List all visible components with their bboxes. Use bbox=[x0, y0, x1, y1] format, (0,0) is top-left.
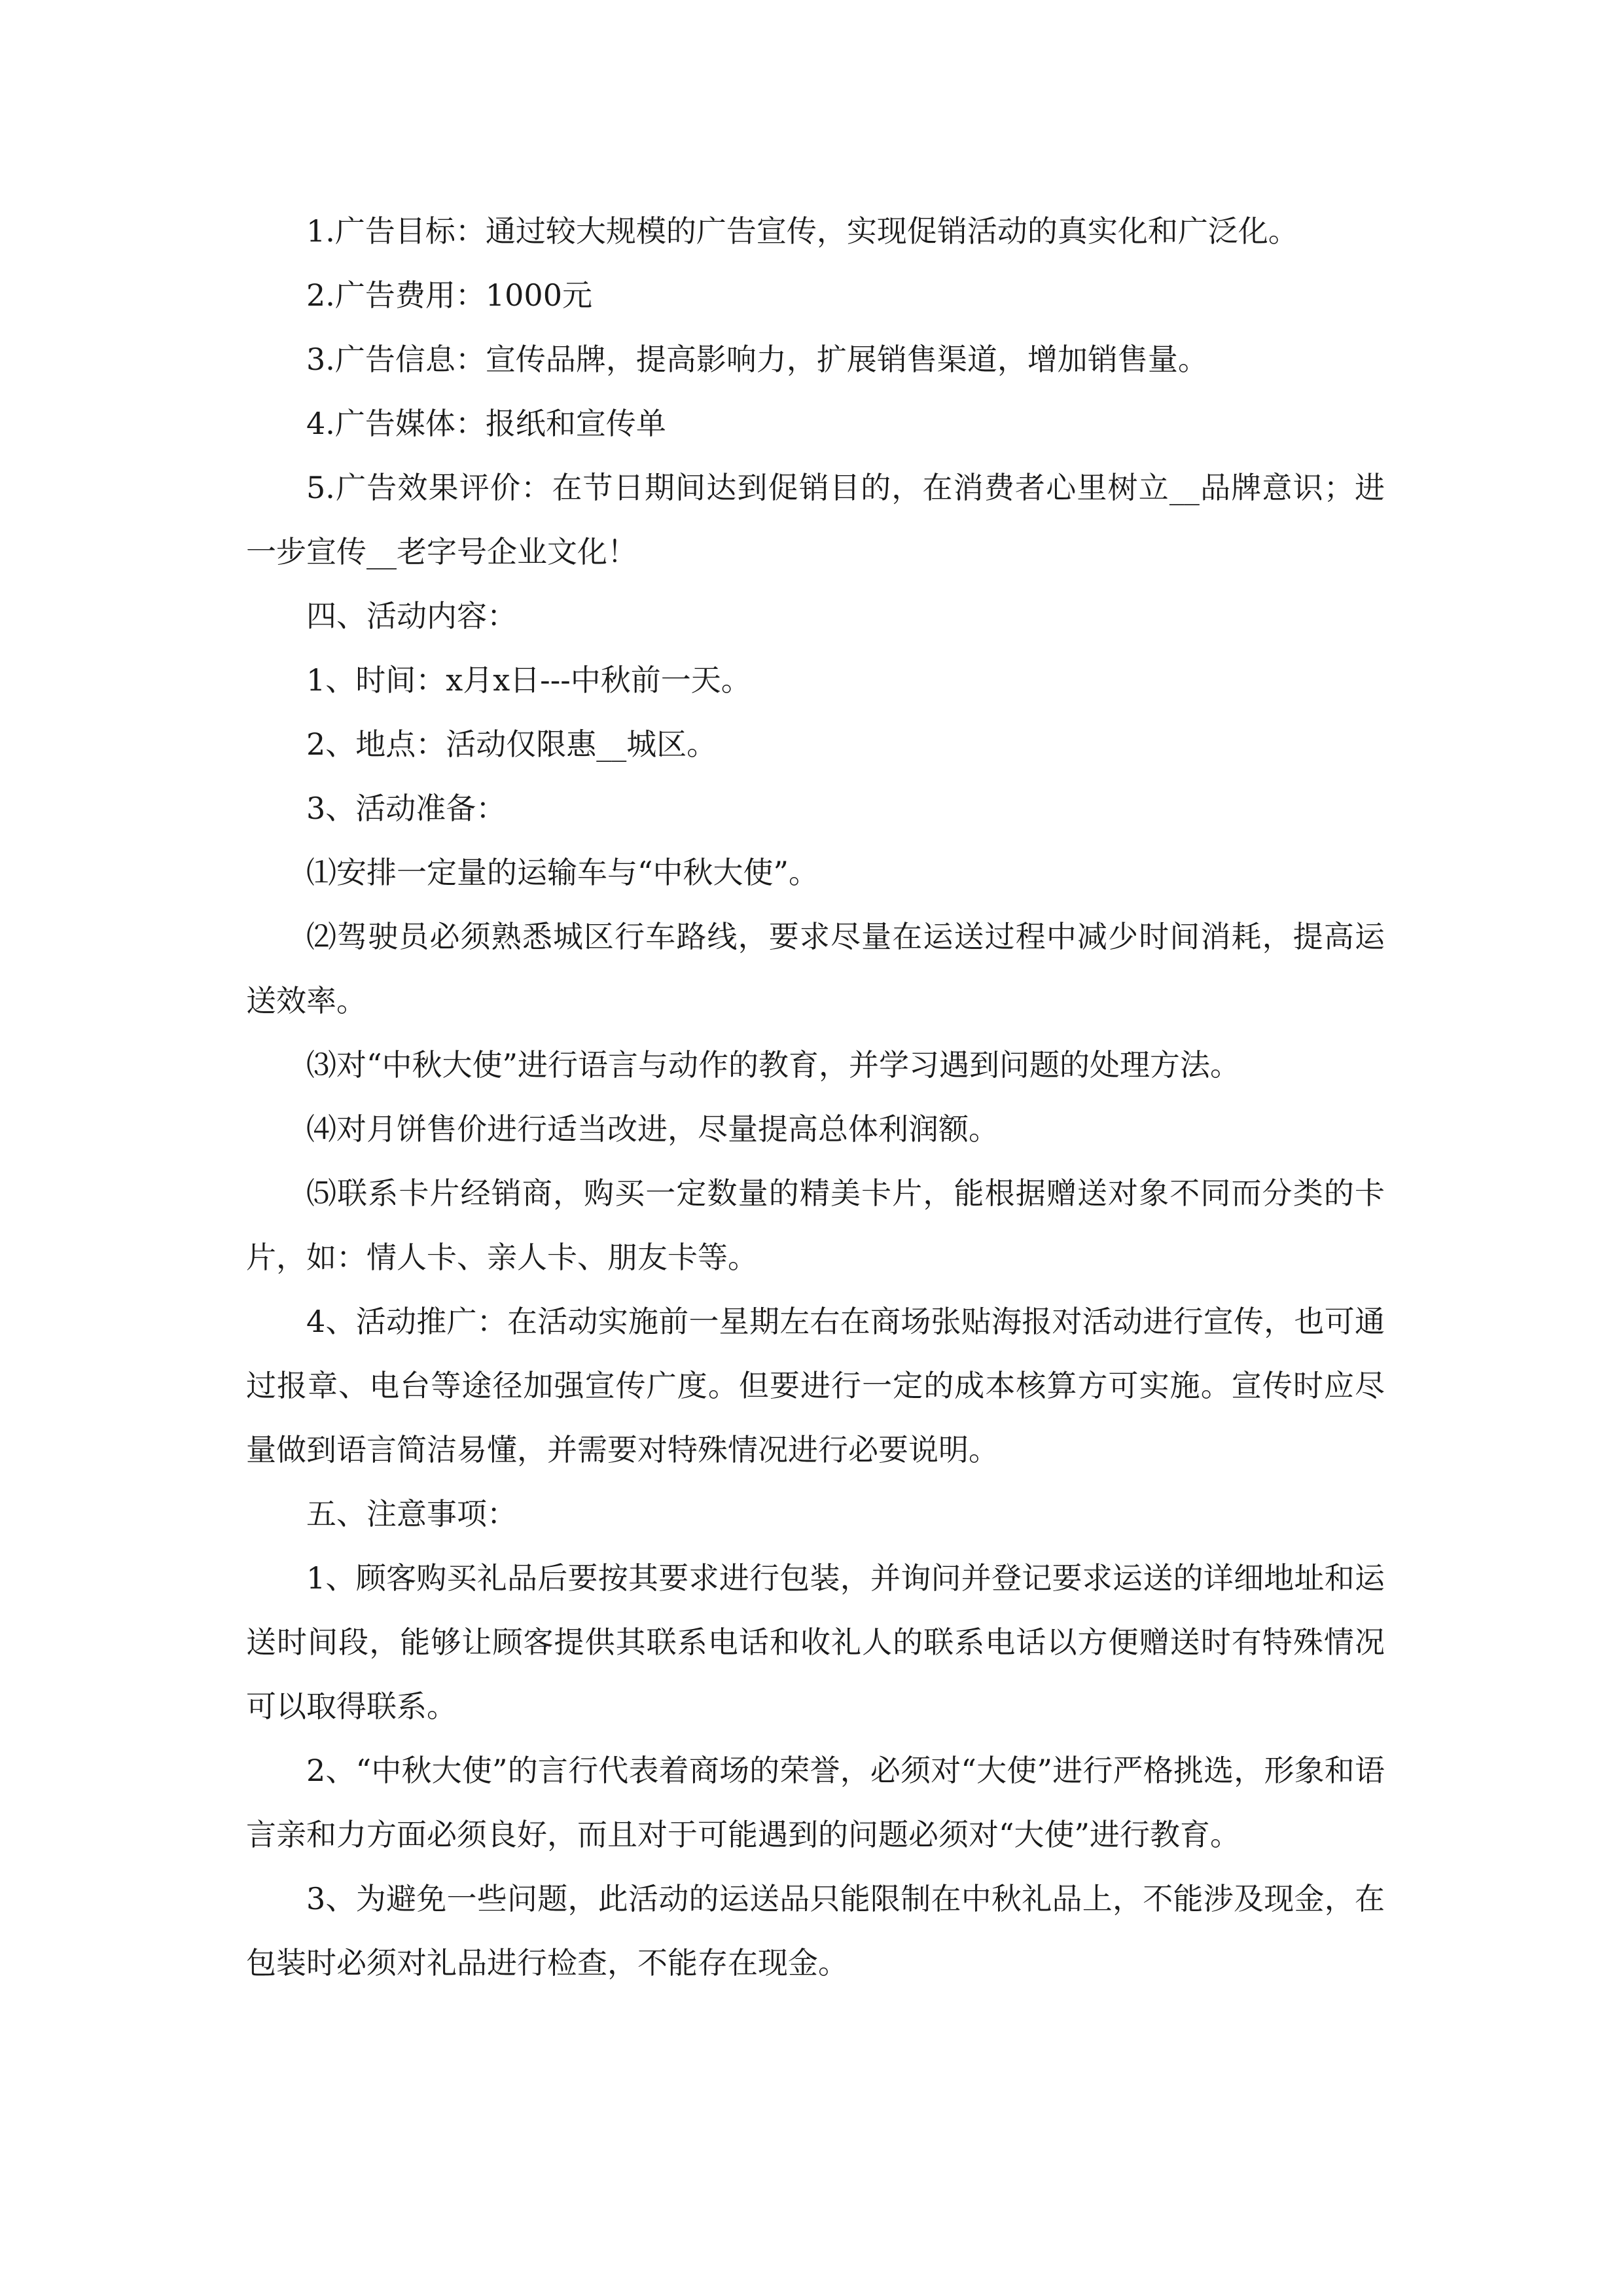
list-item-prep-4: ⑷对月饼售价进行适当改进，尽量提高总体利润额。 bbox=[306, 1111, 999, 1147]
list-item-prep-5: ⑸联系卡片经销商，购买一定数量的精美卡片，能根据赠送对象不同而分类的卡片，如：情人卡、亲人卡、朋友卡等。 bbox=[246, 1175, 1385, 1275]
paragraph-ad-goal: 1.广告目标：通过较大规模的广告宣传，实现促销活动的真实化和广泛化。 bbox=[306, 213, 1298, 249]
section-heading-notes: 五、注意事项： bbox=[306, 1496, 517, 1532]
paragraph-note-3: 3、为避免一些问题，此活动的运送品只能限制在中秋礼品上，不能涉及现金，在包装时必须对礼品进行检查，不能存在现金。 bbox=[246, 1881, 1385, 1981]
list-item-prep-2: ⑵驾驶员必须熟悉城区行车路线，要求尽量在运送过程中减少时间消耗，提高运送效率。 bbox=[246, 919, 1385, 1018]
paragraph-note-2: 2、“中秋大使”的言行代表着商场的荣誉，必须对“大使”进行严格挑选，形象和语言亲和力方面必须良好，而且对于可能遇到的问题必须对“大使”进行教育。 bbox=[246, 1753, 1385, 1852]
paragraph-time: 1、时间：x月x日---中秋前一天。 bbox=[306, 662, 751, 698]
document-body bbox=[246, 199, 1385, 1995]
list-item-prep-3: ⑶对“中秋大使”进行语言与动作的教育，并学习遇到问题的处理方法。 bbox=[306, 1047, 1241, 1083]
paragraph-ad-media: 4.广告媒体：报纸和宣传单 bbox=[306, 406, 666, 441]
paragraph-ad-cost: 2.广告费用：1000元 bbox=[306, 278, 592, 313]
paragraph-promotion: 4、活动推广：在活动实施前一星期左右在商场张贴海报对活动进行宣传，也可通过报章、电台等途径加强宣传广度。但要进行一定的成本核算方可实施。宣传时应尽量做到语言简洁易懂，并需要对特殊情况进行必要说明。 bbox=[246, 1304, 1385, 1467]
paragraph-note-1: 1、顾客购买礼品后要按其要求进行包装，并询问并登记要求运送的详细地址和运送时间段，能够让顾客提供其联系电话和收礼人的联系电话以方便赠送时有特殊情况可以取得联系。 bbox=[246, 1560, 1385, 1724]
paragraph-location: 2、地点：活动仅限惠__城区。 bbox=[306, 726, 717, 762]
list-item-prep-1: ⑴安排一定量的运输车与“中秋大使”。 bbox=[306, 855, 819, 890]
paragraph-preparation: 3、活动准备： bbox=[306, 791, 507, 826]
paragraph-ad-info: 3.广告信息：宣传品牌，提高影响力，扩展销售渠道，增加销售量。 bbox=[306, 342, 1208, 377]
section-heading-activity-content: 四、活动内容： bbox=[306, 598, 517, 634]
paragraph-ad-evaluation: 5.广告效果评价：在节日期间达到促销目的，在消费者心里树立__品牌意识；进一步宣传__老字号企业文化！ bbox=[246, 470, 1385, 569]
